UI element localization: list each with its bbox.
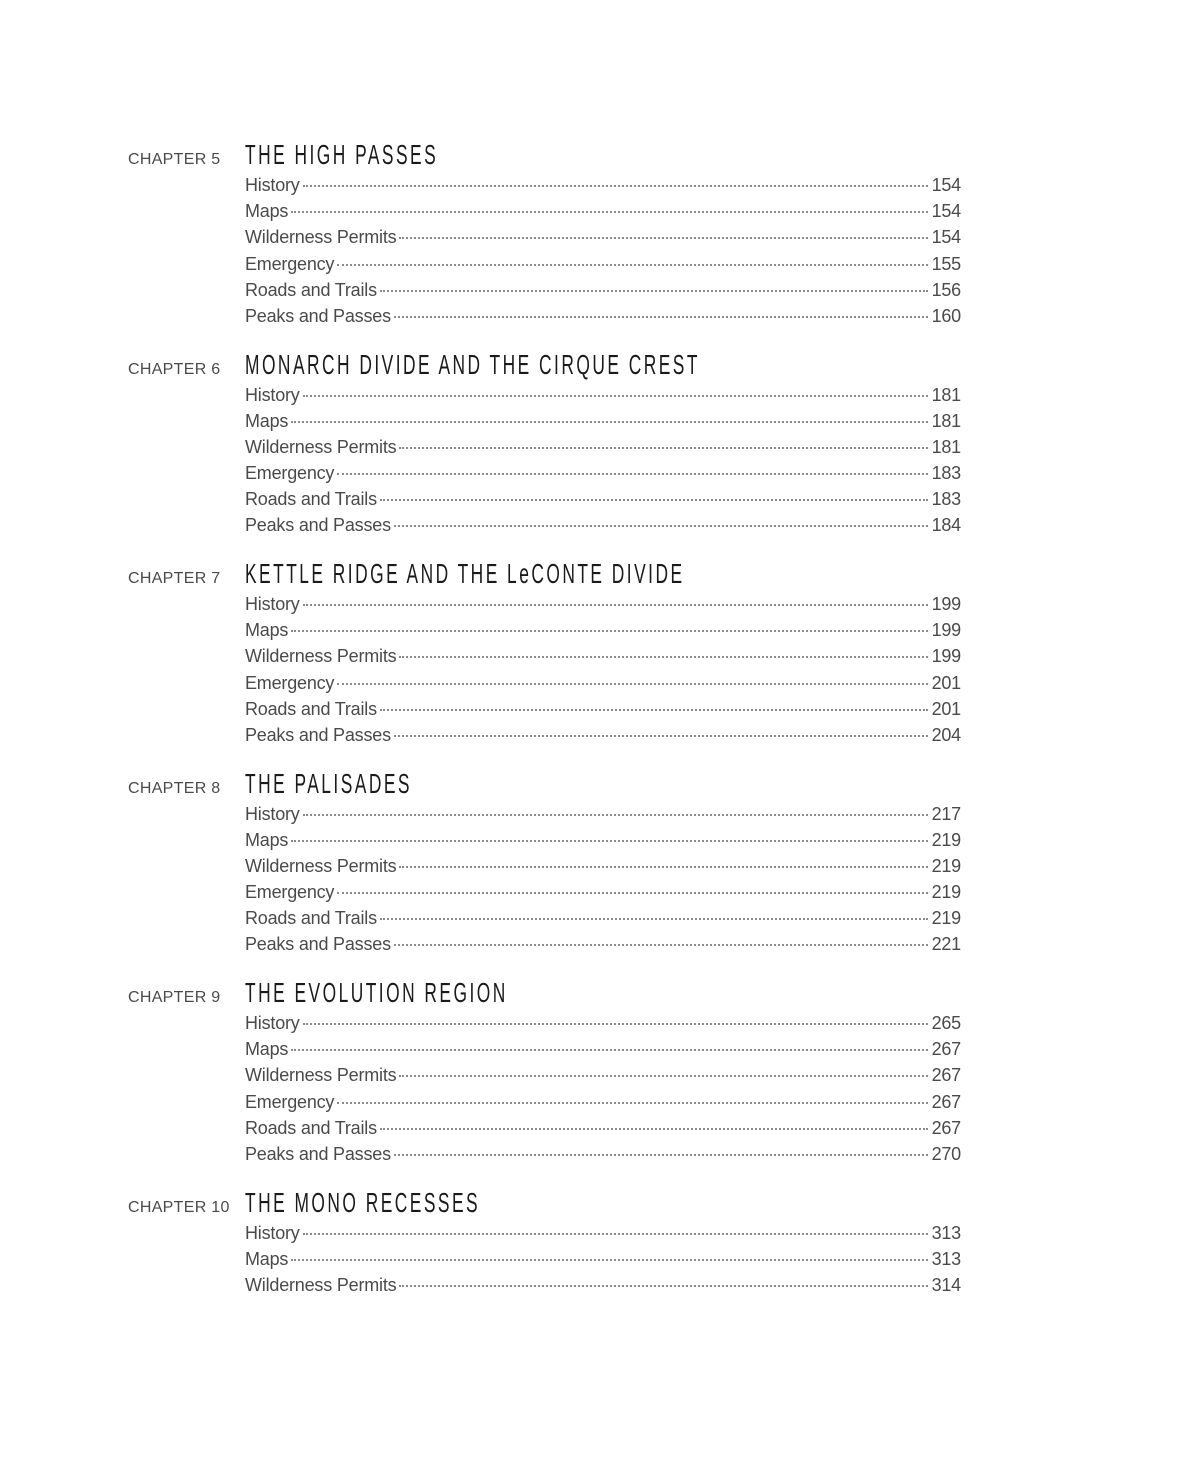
entry-page-number: 156 bbox=[931, 279, 961, 300]
entry-name: History bbox=[245, 1222, 300, 1243]
toc-entry[interactable] bbox=[245, 931, 961, 957]
entry-name: Maps bbox=[245, 1039, 289, 1060]
entry-name: Peaks and Passes bbox=[245, 515, 391, 536]
dot-leader bbox=[399, 866, 927, 868]
entry-page-number: 221 bbox=[931, 934, 961, 955]
dot-leader bbox=[399, 656, 927, 658]
entry-page-number: 154 bbox=[931, 175, 961, 195]
chapter-label: CHAPTER 8 bbox=[128, 779, 221, 797]
dot-leader bbox=[291, 421, 927, 423]
entry-name: Wilderness Permits bbox=[245, 436, 397, 457]
toc-entry[interactable] bbox=[245, 172, 961, 198]
entry-name: History bbox=[245, 803, 300, 824]
entry-name: Emergency bbox=[245, 1091, 335, 1112]
toc-entry[interactable] bbox=[245, 643, 961, 669]
dot-leader bbox=[399, 237, 927, 239]
chapter-label: CHAPTER 10 bbox=[128, 1198, 230, 1216]
entry-page-number: 267 bbox=[931, 1091, 961, 1112]
toc-entry[interactable] bbox=[245, 670, 961, 696]
dot-leader bbox=[380, 709, 928, 711]
entry-page-number: 267 bbox=[931, 1117, 961, 1138]
toc-entry[interactable] bbox=[245, 382, 961, 408]
dot-leader bbox=[399, 447, 927, 449]
dot-leader bbox=[337, 473, 927, 475]
toc-entry[interactable] bbox=[245, 905, 961, 931]
entry-list bbox=[245, 801, 961, 958]
dot-leader bbox=[399, 1285, 927, 1287]
dot-leader bbox=[394, 735, 928, 737]
chapter-title: KETTLE RIDGE AND THE LeCONTE DIVIDE bbox=[245, 558, 685, 589]
entry-page-number: 313 bbox=[931, 1222, 961, 1243]
dot-leader bbox=[399, 1075, 927, 1077]
entry-page-number: 201 bbox=[931, 698, 961, 719]
toc-entry[interactable] bbox=[245, 434, 961, 460]
toc-entry[interactable] bbox=[245, 1220, 961, 1246]
entry-page-number: 265 bbox=[931, 1013, 961, 1033]
dot-leader bbox=[291, 1049, 927, 1051]
dot-leader bbox=[337, 683, 927, 685]
entry-page-number: 160 bbox=[931, 305, 961, 326]
toc-entry[interactable] bbox=[245, 486, 961, 512]
dot-leader bbox=[337, 1102, 927, 1104]
entry-page-number: 181 bbox=[931, 410, 961, 431]
dot-leader bbox=[303, 185, 928, 187]
dot-leader bbox=[303, 814, 928, 816]
toc-entry[interactable] bbox=[245, 801, 961, 827]
entry-name: History bbox=[245, 384, 300, 405]
toc-entry[interactable] bbox=[245, 198, 961, 224]
entry-name: Roads and Trails bbox=[245, 279, 377, 300]
entry-name: Wilderness Permits bbox=[245, 855, 397, 876]
chapter-label: CHAPTER 7 bbox=[128, 570, 221, 587]
dot-leader bbox=[394, 1154, 928, 1156]
toc-entry[interactable] bbox=[245, 827, 961, 853]
entry-name: Roads and Trails bbox=[245, 908, 377, 929]
dot-leader bbox=[394, 944, 928, 946]
toc-entry[interactable] bbox=[245, 722, 961, 748]
entry-name: Emergency bbox=[245, 253, 335, 274]
dot-leader bbox=[303, 395, 928, 397]
entry-page-number: 183 bbox=[931, 489, 961, 510]
entry-name: Roads and Trails bbox=[245, 1117, 377, 1138]
chapter-title: THE MONO RECESSES bbox=[245, 1186, 481, 1218]
dot-leader bbox=[380, 290, 928, 292]
chapter-title: THE PALISADES bbox=[245, 767, 412, 799]
entry-name: Maps bbox=[245, 829, 289, 850]
entry-name: Maps bbox=[245, 1248, 289, 1269]
entry-page-number: 199 bbox=[931, 646, 961, 667]
dot-leader bbox=[291, 840, 927, 842]
chapter-label: CHAPTER 6 bbox=[128, 360, 221, 378]
chapter-block bbox=[0, 557, 1200, 767]
entry-list bbox=[245, 591, 961, 748]
entry-name: History bbox=[245, 594, 300, 614]
dot-leader bbox=[394, 525, 928, 527]
dot-leader bbox=[303, 1023, 928, 1025]
entry-page-number: 184 bbox=[931, 515, 961, 536]
entry-name: Maps bbox=[245, 620, 289, 641]
toc-entry[interactable] bbox=[245, 303, 961, 329]
toc-entry[interactable] bbox=[245, 277, 961, 303]
entry-page-number: 181 bbox=[931, 436, 961, 457]
toc-entry[interactable] bbox=[245, 696, 961, 722]
toc-entry[interactable] bbox=[245, 460, 961, 486]
dot-leader bbox=[337, 892, 927, 894]
entry-name: Emergency bbox=[245, 463, 335, 484]
entry-page-number: 219 bbox=[931, 908, 961, 929]
entry-page-number: 154 bbox=[931, 227, 961, 248]
entry-name: History bbox=[245, 1013, 300, 1033]
entry-list bbox=[245, 1010, 961, 1167]
dot-leader bbox=[303, 1233, 928, 1235]
dot-leader bbox=[380, 918, 928, 920]
entry-name: Emergency bbox=[245, 882, 335, 903]
toc-entry[interactable] bbox=[245, 1272, 961, 1298]
entry-name: Wilderness Permits bbox=[245, 646, 397, 667]
toc-entry[interactable] bbox=[245, 512, 961, 538]
entry-page-number: 181 bbox=[931, 384, 961, 405]
entry-name: Wilderness Permits bbox=[245, 1274, 397, 1295]
dot-leader bbox=[380, 499, 928, 501]
entry-name: Peaks and Passes bbox=[245, 724, 391, 745]
entry-name: Maps bbox=[245, 410, 289, 431]
entry-list bbox=[245, 1220, 961, 1299]
toc-entry[interactable] bbox=[245, 224, 961, 250]
chapter-label: CHAPTER 9 bbox=[128, 989, 221, 1006]
entry-name: Peaks and Passes bbox=[245, 934, 391, 955]
entry-name: Roads and Trails bbox=[245, 489, 377, 510]
entry-name: Wilderness Permits bbox=[245, 227, 397, 248]
entry-page-number: 267 bbox=[931, 1039, 961, 1060]
entry-page-number: 199 bbox=[931, 594, 961, 614]
toc-entry[interactable] bbox=[245, 1062, 961, 1088]
toc-entry[interactable] bbox=[245, 617, 961, 643]
entry-page-number: 199 bbox=[931, 620, 961, 641]
entry-page-number: 313 bbox=[931, 1248, 961, 1269]
table-of-contents bbox=[0, 138, 1200, 1395]
entry-page-number: 183 bbox=[931, 463, 961, 484]
entry-page-number: 219 bbox=[931, 882, 961, 903]
chapter-block bbox=[0, 767, 1200, 977]
dot-leader bbox=[291, 630, 927, 632]
toc-entry[interactable] bbox=[245, 879, 961, 905]
entry-page-number: 219 bbox=[931, 855, 961, 876]
dot-leader bbox=[394, 316, 928, 318]
entry-page-number: 314 bbox=[931, 1274, 961, 1295]
entry-page-number: 155 bbox=[931, 253, 961, 274]
toc-entry[interactable] bbox=[245, 1115, 961, 1141]
entry-name: Peaks and Passes bbox=[245, 305, 391, 326]
entry-name: Maps bbox=[245, 201, 289, 222]
toc-entry[interactable] bbox=[245, 1246, 961, 1272]
chapter-title: MONARCH DIVIDE AND THE CIRQUE CREST bbox=[245, 348, 700, 380]
toc-entry[interactable] bbox=[245, 408, 961, 434]
entry-list bbox=[245, 172, 961, 329]
entry-page-number: 217 bbox=[931, 803, 961, 824]
chapter-label: CHAPTER 5 bbox=[128, 151, 221, 168]
entry-page-number: 204 bbox=[931, 724, 961, 745]
chapter-block bbox=[0, 348, 1200, 558]
dot-leader bbox=[291, 211, 927, 213]
entry-page-number: 219 bbox=[931, 829, 961, 850]
dot-leader bbox=[380, 1128, 928, 1130]
dot-leader bbox=[291, 1259, 927, 1261]
entry-name: Wilderness Permits bbox=[245, 1065, 397, 1086]
entry-name: Roads and Trails bbox=[245, 698, 377, 719]
toc-entry[interactable] bbox=[245, 1010, 961, 1036]
entry-list bbox=[245, 382, 961, 539]
entry-name: Peaks and Passes bbox=[245, 1143, 391, 1164]
entry-name: Emergency bbox=[245, 672, 335, 693]
dot-leader bbox=[303, 604, 928, 606]
toc-entry[interactable] bbox=[245, 591, 961, 617]
entry-page-number: 154 bbox=[931, 201, 961, 222]
toc-entry[interactable] bbox=[245, 1089, 961, 1115]
toc-entry[interactable] bbox=[245, 1141, 961, 1167]
chapter-title: THE HIGH PASSES bbox=[245, 139, 439, 170]
toc-entry[interactable] bbox=[245, 251, 961, 277]
chapter-block bbox=[0, 1186, 1200, 1396]
entry-page-number: 201 bbox=[931, 672, 961, 693]
toc-entry[interactable] bbox=[245, 1036, 961, 1062]
entry-page-number: 267 bbox=[931, 1065, 961, 1086]
dot-leader bbox=[337, 264, 927, 266]
chapter-block bbox=[0, 976, 1200, 1186]
entry-page-number: 270 bbox=[931, 1143, 961, 1164]
chapter-title: THE EVOLUTION REGION bbox=[245, 977, 508, 1008]
entry-name: History bbox=[245, 175, 300, 195]
toc-entry[interactable] bbox=[245, 853, 961, 879]
chapter-block bbox=[0, 138, 1200, 348]
